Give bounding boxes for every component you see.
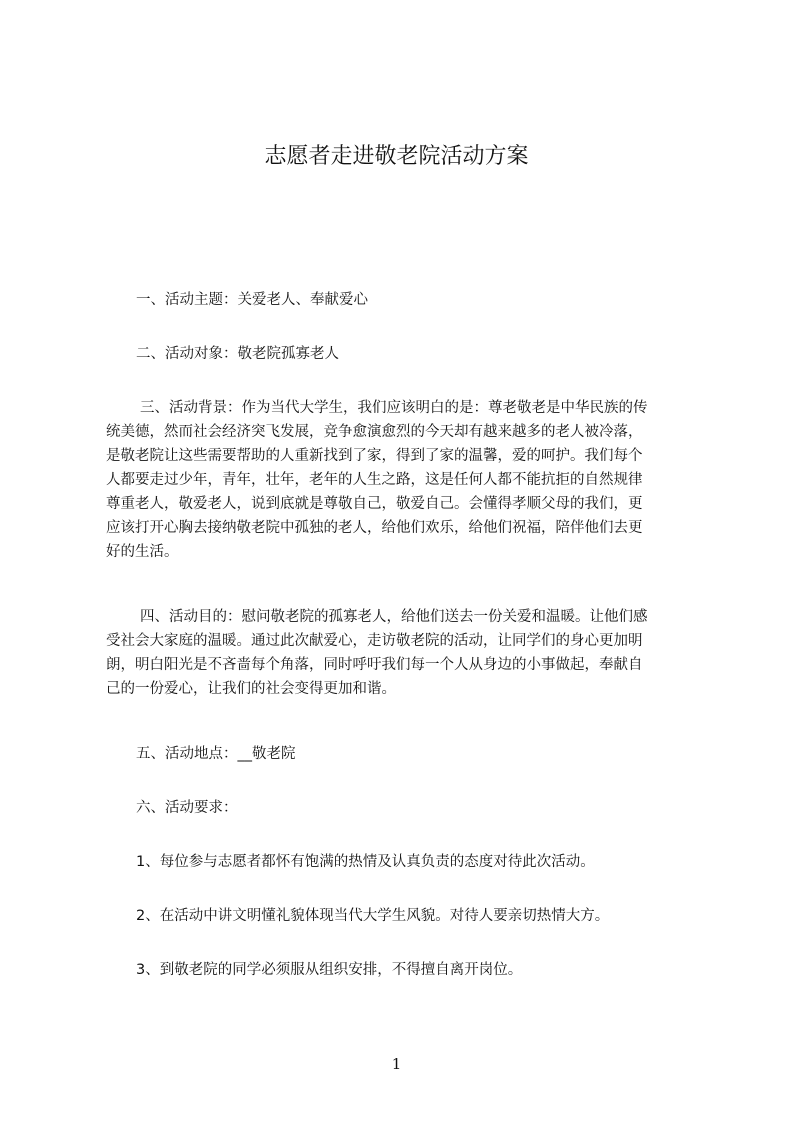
section-theme: 一、活动主题：关爱老人、奉献爱心 xyxy=(136,292,368,308)
list-item: 2、在活动中讲文明懂礼貌体现当代大学生风貌。对待人要亲切热情大方。 xyxy=(136,908,610,924)
paragraph-line: 己的一份爱心，让我们的社会变得更加和谐。 xyxy=(106,681,396,697)
section-location: 五、活动地点：__敬老院 xyxy=(136,746,296,762)
section-requirements-heading: 六、活动要求： xyxy=(136,800,238,816)
paragraph-line: 三、活动背景：作为当代大学生，我们应该明白的是：尊老敬老是中华民族的传 xyxy=(140,400,648,416)
paragraph-line: 是敬老院让这些需要帮助的人重新找到了家，得到了家的温馨，爱的呵护。我们每个 xyxy=(106,448,643,464)
page-number: 1 xyxy=(391,1055,402,1073)
paragraph-line: 受社会大家庭的温暖。通过此次献爱心，走访敬老院的活动，让同学们的身心更加明 xyxy=(106,633,643,649)
paragraph-line: 好的生活。 xyxy=(106,544,179,560)
list-item: 1、每位参与志愿者都怀有饱满的热情及认真负责的态度对待此次活动。 xyxy=(136,854,595,870)
list-item: 3、到敬老院的同学必须服从组织安排，不得擅自离开岗位。 xyxy=(136,962,523,978)
paragraph-line: 四、活动目的：慰问敬老院的孤寡老人，给他们送去一份关爱和温暖。让他们感 xyxy=(140,609,648,625)
section-target: 二、活动对象：敬老院孤寡老人 xyxy=(136,346,339,362)
document-title: 志愿者走进敬老院活动方案 xyxy=(264,144,529,169)
paragraph-line: 尊重老人，敬爱老人，说到底就是尊敬自己，敬爱自己。会懂得孝顺父母的我们，更 xyxy=(106,496,643,512)
paragraph-line: 人都要走过少年，青年，壮年，老年的人生之路，这是任何人都不能抗拒的自然规律 xyxy=(106,472,643,488)
paragraph-line: 朗，明白阳光是不吝啬每个角落，同时呼吁我们每一个人从身边的小事做起，奉献自 xyxy=(106,657,643,673)
paragraph-line: 应该打开心胸去接纳敬老院中孤独的老人，给他们欢乐，给他们祝福，陪伴他们去更 xyxy=(106,520,643,536)
paragraph-line: 统美德，然而社会经济突飞发展，竞争愈演愈烈的今天却有越来越多的老人被冷落， xyxy=(106,424,643,440)
